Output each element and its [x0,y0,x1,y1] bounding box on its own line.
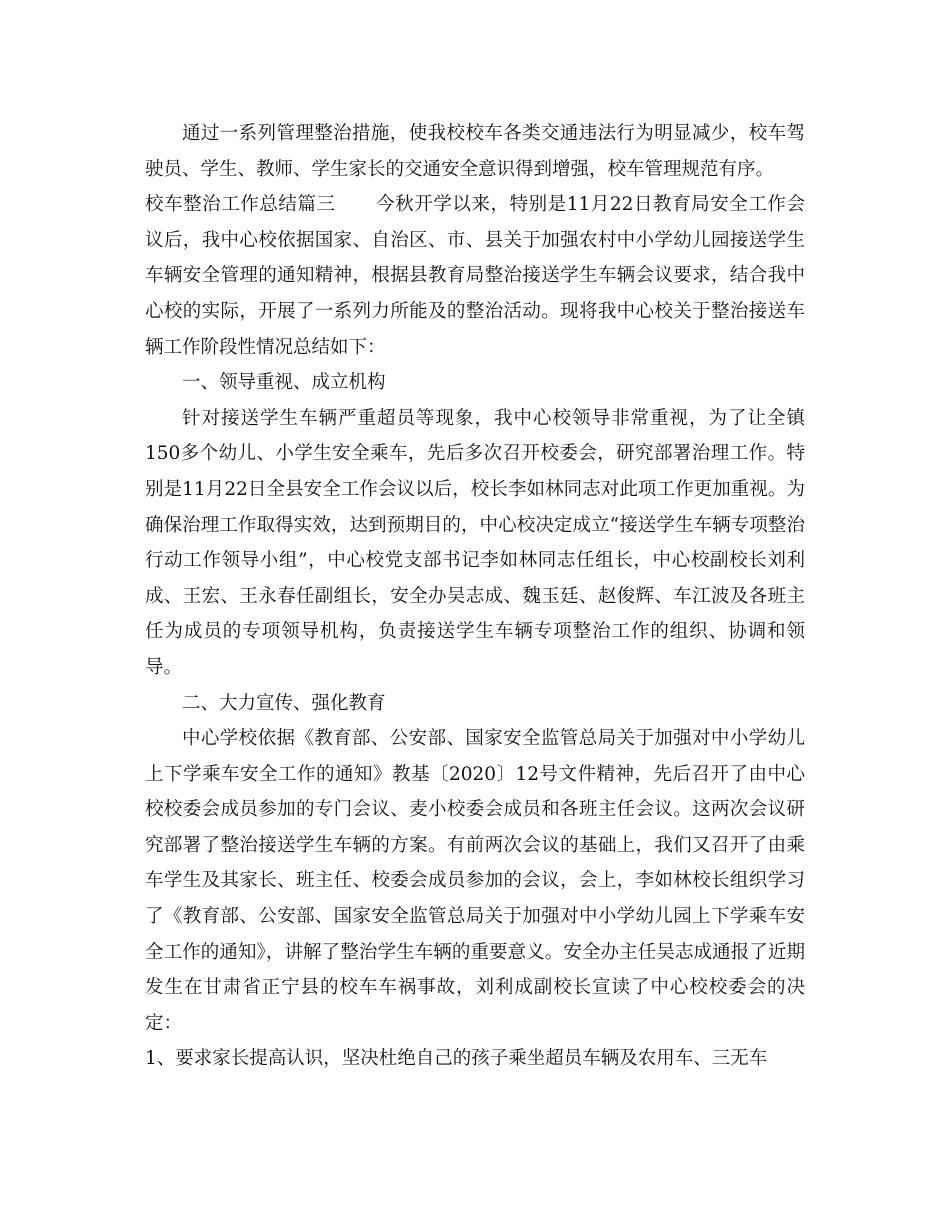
heading-one: 一、领导重视、成立机构 [182,372,386,394]
list-item-1: 1、要求家长提高认识，坚决杜绝自己的孩子乘坐超员车辆及农用车、三无车 [145,1048,768,1070]
paragraph-publicity: 中心学校依据《教育部、公安部、国家安全监管总局关于加强对中小学幼儿上下学乘车安全工作的通知》教基〔2020〕12号文件精神，先后召开了由中心校校委会成员参加的专门会议、麦小校委会成员和各班主任会议。这两次会议研究部署了整治接送学生车辆的方案。有前两次会议的基础上，我们又召开了由乘车学生及其家长、班主任、校委会成员参加的会议，会上，李如林校长组织学习了《教育部、公安部、国家安全监管总局关于加强对中小学幼儿园上下学乘车安全工作的通知》，讲解了整治学生车辆的重要意义。安全办主任吴志成通报了近期发生在甘肃省正宁县的校车车祸事故，刘利成副校长宣读了中心校校委会的决定： [145,728,805,1034]
document-body [145,116,805,1077]
paragraph-leadership: 针对接送学生车辆严重超员等现象，我中心校领导非常重视，为了让全镇150多个幼儿、小学生安全乘车，先后多次召开校委会，研究部署治理工作。特别是11月22日全县安全工作会议以后，校长李如林同志对此项工作更加重视。为确保治理工作取得实效，达到预期目的，中心校决定成立“接送学生车辆专项整治行动工作领导小组”，中心校党支部书记李如林同志任组长，中心校副校长刘利成、王宏、王永春任副组长，安全办吴志成、魏玉廷、赵俊辉、车江波及各班主任为成员的专项领导机构，负责接送学生车辆专项整治工作的组织、协调和领导。 [145,407,805,678]
section-heading-line [145,187,805,365]
heading-two: 二、大力宣传、强化教育 [182,692,386,714]
section-title: 校车整治工作总结篇三 [145,194,336,216]
paragraph-intro: 通过一系列管理整治措施，使我校校车各类交通违法行为明显减少，校车驾驶员、学生、教师、学生家长的交通安全意识得到增强，校车管理规范有序。 [145,123,805,180]
paragraph-opening: 今秋开学以来，特别是11月22日教育局安全工作会议后，我中心校依据国家、自治区、市、县关于加强农村中小学幼儿园接送学生车辆安全管理的通知精神，根据县教育局整治接送学生车辆会议要求，结合我中心校的实际，开展了一系列力所能及的整治活动。现将我中心校关于整治接送车辆工作阶段性情况总结如下： [145,194,805,358]
